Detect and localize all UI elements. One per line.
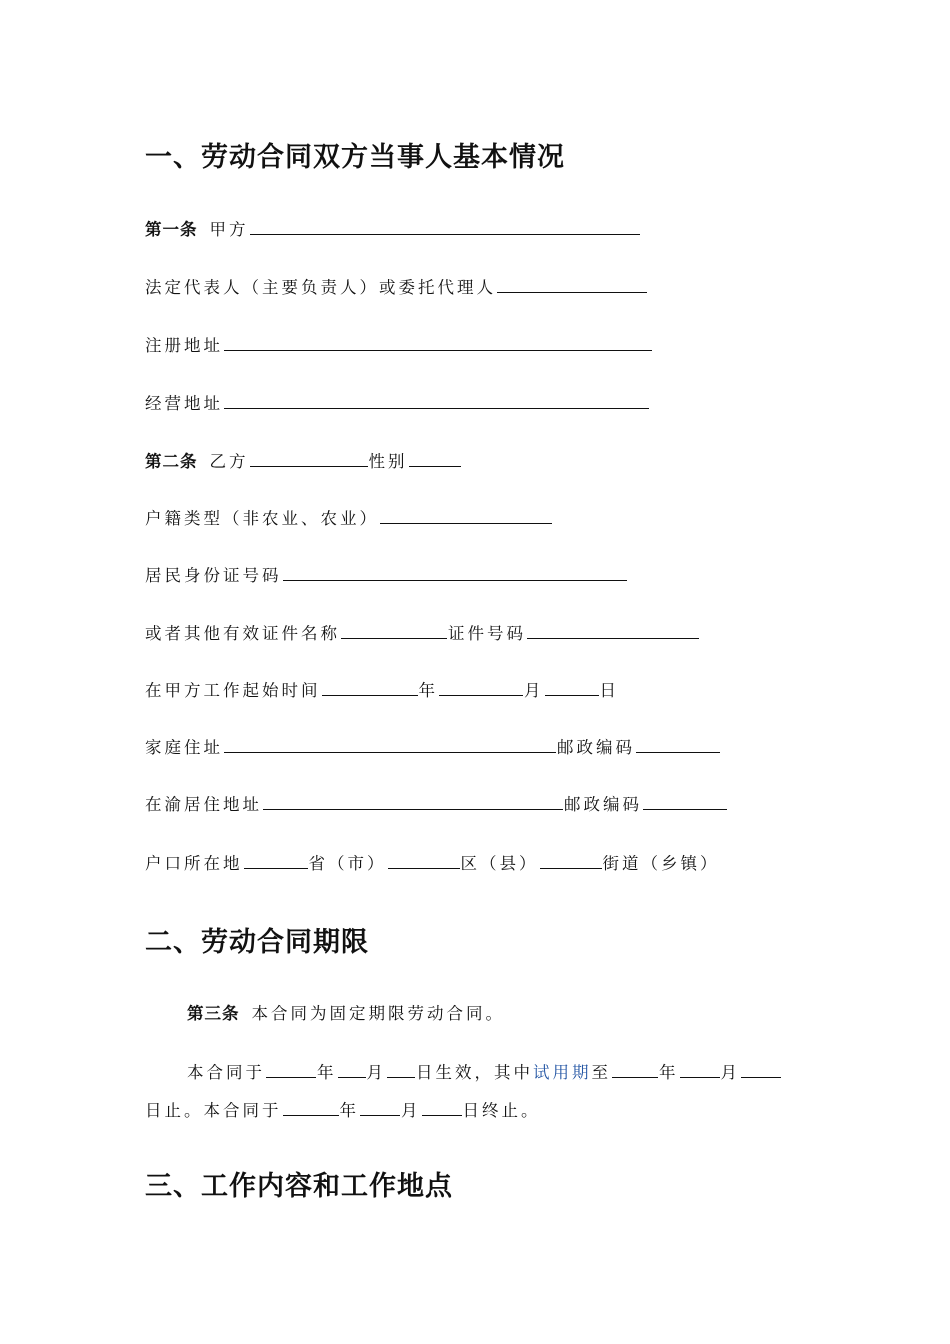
other-id-name-label: 或者其他有效证件名称 [145,624,340,643]
hukou-province-label: 省（市） [308,854,387,873]
start-year-label: 年 [418,681,438,700]
start-day-label: 日 [599,681,619,700]
start-year-blank[interactable] [322,679,418,696]
term-start-year-blank[interactable] [266,1061,316,1078]
cq-postcode-label: 邮政编码 [564,795,642,814]
article-1-line [145,218,641,240]
id-number-label: 居民身份证号码 [145,566,282,585]
party-b-blank[interactable] [250,450,368,467]
term-line-2 [145,1099,541,1121]
term-to-text: 至 [591,1063,611,1082]
probation-link[interactable]: 试用期 [533,1063,592,1082]
section-heading-2: 二、劳动合同期限 [145,927,369,958]
probation-end-year-label: 年 [659,1063,679,1082]
cq-postcode-blank[interactable] [643,793,727,810]
start-date-label: 在甲方工作起始时间 [145,681,321,700]
term-start-month-blank[interactable] [338,1061,366,1078]
other-id-number-label: 证件号码 [448,624,526,643]
article-3-text: 本合同为固定期限劳动合同。 [251,1004,505,1023]
hukou-street-blank[interactable] [540,852,602,869]
term-start-year-label: 年 [317,1063,337,1082]
hukou-district-label: 区（县） [460,854,539,873]
article-3-line [187,1004,505,1024]
probation-end-month-label: 月 [720,1063,740,1082]
section-heading-3: 三、工作内容和工作地点 [145,1171,453,1202]
representative-line [145,276,648,298]
section-heading-1: 一、劳动合同双方当事人基本情况 [145,142,565,173]
other-id-name-blank[interactable] [341,622,447,639]
other-id-line [145,622,700,644]
article-2-line [145,450,462,472]
article-1-label: 第一条 [145,220,198,239]
term-end-day-text: 日止。本合同于 [145,1101,282,1120]
start-day-blank[interactable] [545,679,599,696]
cq-address-line [145,793,728,815]
party-a-blank[interactable] [250,218,640,235]
home-postcode-blank[interactable] [636,736,720,753]
cq-address-blank[interactable] [263,793,563,810]
hukou-location-label: 户口所在地 [145,854,243,873]
hukou-type-blank[interactable] [380,507,552,524]
term-prefix: 本合同于 [187,1063,265,1082]
probation-end-month-blank[interactable] [680,1061,720,1078]
home-address-label: 家庭住址 [145,738,223,757]
hukou-district-blank[interactable] [388,852,460,869]
home-postcode-label: 邮政编码 [557,738,635,757]
term-end-month-blank[interactable] [360,1099,400,1116]
cq-address-label: 在渝居住地址 [145,795,262,814]
biz-address-blank[interactable] [224,392,649,409]
term-end-year-label: 年 [339,1101,359,1120]
biz-address-line [145,392,650,414]
other-id-number-blank[interactable] [527,622,699,639]
start-month-blank[interactable] [439,679,523,696]
hukou-type-line [145,507,553,529]
home-address-line [145,736,721,758]
hukou-type-label: 户籍类型（非农业、农业） [145,509,379,528]
party-a-label: 甲方 [209,220,249,239]
term-end-year-blank[interactable] [283,1099,339,1116]
start-date-line [145,679,619,701]
biz-address-label: 经营地址 [145,394,223,413]
gender-blank[interactable] [409,450,461,467]
term-end-month-label: 月 [401,1101,421,1120]
hukou-location-line [145,852,720,874]
party-b-label: 乙方 [209,452,249,471]
term-terminate-text: 日终止。 [462,1101,541,1120]
reg-address-label: 注册地址 [145,336,223,355]
start-month-label: 月 [524,681,544,700]
term-line-1 [187,1061,782,1083]
reg-address-line [145,334,653,356]
reg-address-blank[interactable] [224,334,652,351]
term-start-day-blank[interactable] [387,1061,415,1078]
hukou-province-blank[interactable] [244,852,308,869]
article-3-label: 第三条 [187,1004,240,1023]
probation-end-day-blank[interactable] [741,1061,781,1078]
probation-end-year-blank[interactable] [612,1061,658,1078]
hukou-street-label: 街道（乡镇） [602,854,720,873]
id-number-line [145,564,628,586]
id-number-blank[interactable] [283,564,627,581]
term-start-month-label: 月 [366,1063,386,1082]
term-effective-text: 日生效，其中 [416,1063,533,1082]
gender-label: 性别 [368,452,408,471]
representative-blank[interactable] [497,276,647,293]
home-address-blank[interactable] [224,736,556,753]
term-end-day-blank[interactable] [422,1099,462,1116]
representative-label: 法定代表人（主要负责人）或委托代理人 [145,278,496,297]
article-2-label: 第二条 [145,452,198,471]
